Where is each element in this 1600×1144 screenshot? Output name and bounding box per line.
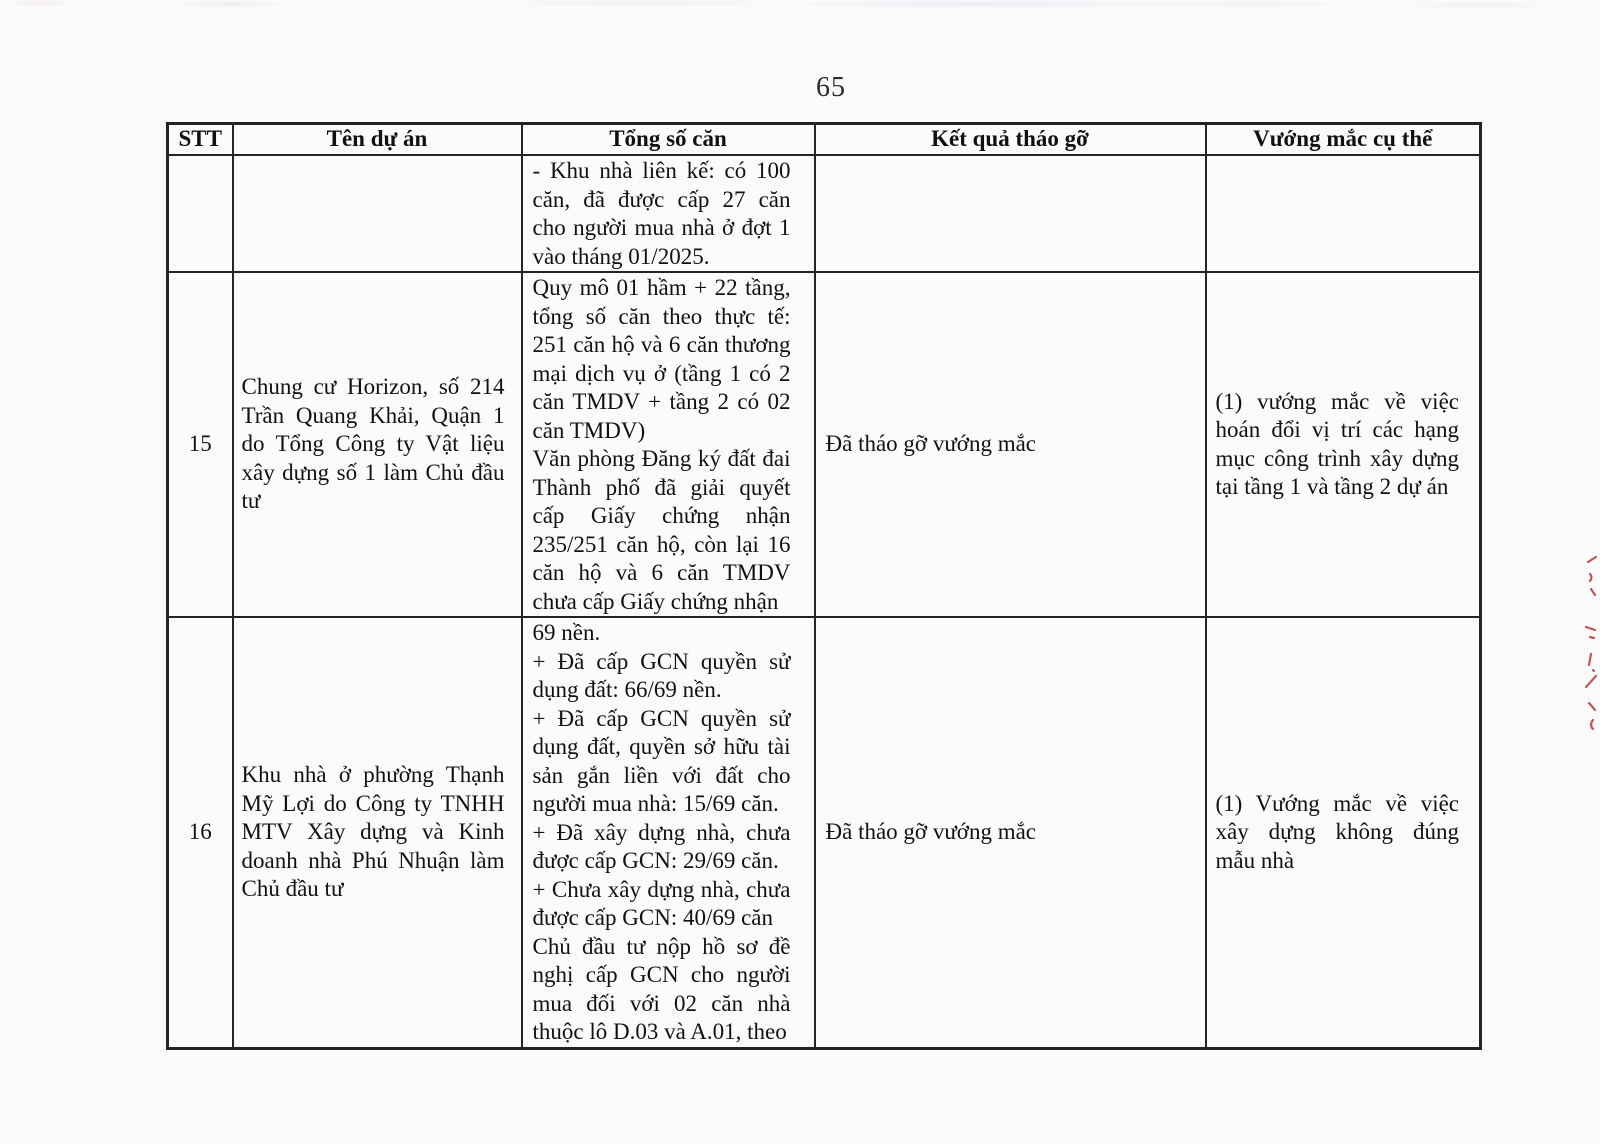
- cell-project-name: Chung cư Horizon, số 214 Trần Quang Khải, Quận 1 do Tổng Công ty Vật liệu xây dựng số 1 làm Chủ đầu tư: [233, 272, 522, 617]
- total-units-paragraph: + Đã xây dựng nhà, chưa được cấp GCN: 29/69 căn.: [532, 819, 791, 873]
- scan-artifact-top-edge: [0, 0, 1600, 16]
- total-units-paragraph: 69 nền.: [532, 620, 601, 645]
- cell-resolution-result: [815, 155, 1206, 272]
- cell-project-name: [233, 155, 522, 272]
- cell-total-units: [522, 617, 815, 1048]
- red-pen-marks-artifact: [1580, 550, 1600, 740]
- cell-project-name: Khu nhà ở phường Thạnh Mỹ Lợi do Công ty TNHH MTV Xây dựng và Kinh doanh nhà Phú Nhuận làm Chủ đầu tư: [233, 617, 522, 1048]
- cell-specific-issue: (1) Vướng mắc về việc xây dựng không đúng mẫu nhà: [1206, 617, 1481, 1048]
- total-units-paragraph: Quy mô 01 hầm + 22 tầng, tổng số căn theo thực tế: 251 căn hộ và 6 căn thương mại dịch vụ ở (tầng 1 có 2 căn TMDV + tầng 2 có 02 căn TMDV): [532, 275, 791, 443]
- total-units-paragraph: - Khu nhà liên kế: có 100 căn, đã được cấp 27 căn cho người mua nhà ở đợt 1 vào tháng 01/2025.: [532, 158, 791, 269]
- header-total-units: Tổng số căn: [522, 124, 815, 156]
- cell-stt: 15: [168, 272, 233, 617]
- cell-total-units: [522, 272, 815, 617]
- header-stt: STT: [168, 124, 233, 156]
- projects-status-table: [166, 122, 1482, 1050]
- cell-stt: [168, 155, 233, 272]
- cell-total-units: [522, 155, 815, 272]
- total-units-paragraph: + Đã cấp GCN quyền sử dụng đất, quyền sở hữu tài sản gắn liền với đất cho người mua nhà: 15/69 căn.: [532, 705, 791, 816]
- table-row-15: [168, 272, 1481, 617]
- total-units-paragraph: Chủ đầu tư nộp hồ sơ đề nghị cấp GCN cho người mua đối với 02 căn nhà thuộc lô D.03 và A.01, theo: [532, 933, 791, 1044]
- table-row-continuation: [168, 155, 1481, 272]
- cell-specific-issue: (1) vướng mắc về việc hoán đổi vị trí các hạng mục công trình xây dựng tại tầng 1 và tầng 2 dự án: [1206, 272, 1481, 617]
- table-row-16: [168, 617, 1481, 1048]
- table-header-row: [168, 124, 1481, 156]
- page-number: 65: [816, 72, 846, 103]
- cell-resolution-result: Đã tháo gỡ vướng mắc: [815, 272, 1206, 617]
- header-project-name: Tên dự án: [233, 124, 522, 156]
- header-resolution-result: Kết quả tháo gỡ: [815, 124, 1206, 156]
- total-units-paragraph: + Đã cấp GCN quyền sử dụng đất: 66/69 nền.: [532, 648, 791, 702]
- cell-specific-issue: [1206, 155, 1481, 272]
- cell-stt: 16: [168, 617, 233, 1048]
- cell-resolution-result: Đã tháo gỡ vướng mắc: [815, 617, 1206, 1048]
- total-units-paragraph: Văn phòng Đăng ký đất đai Thành phố đã giải quyết cấp Giấy chứng nhận 235/251 căn hộ, còn lại 16 căn hộ và 6 căn TMDV chưa cấp Giấy chứng nhận: [532, 446, 791, 614]
- total-units-paragraph: + Chưa xây dựng nhà, chưa được cấp GCN: 40/69 căn: [532, 876, 791, 930]
- header-specific-issue: Vướng mắc cụ thể: [1206, 124, 1481, 156]
